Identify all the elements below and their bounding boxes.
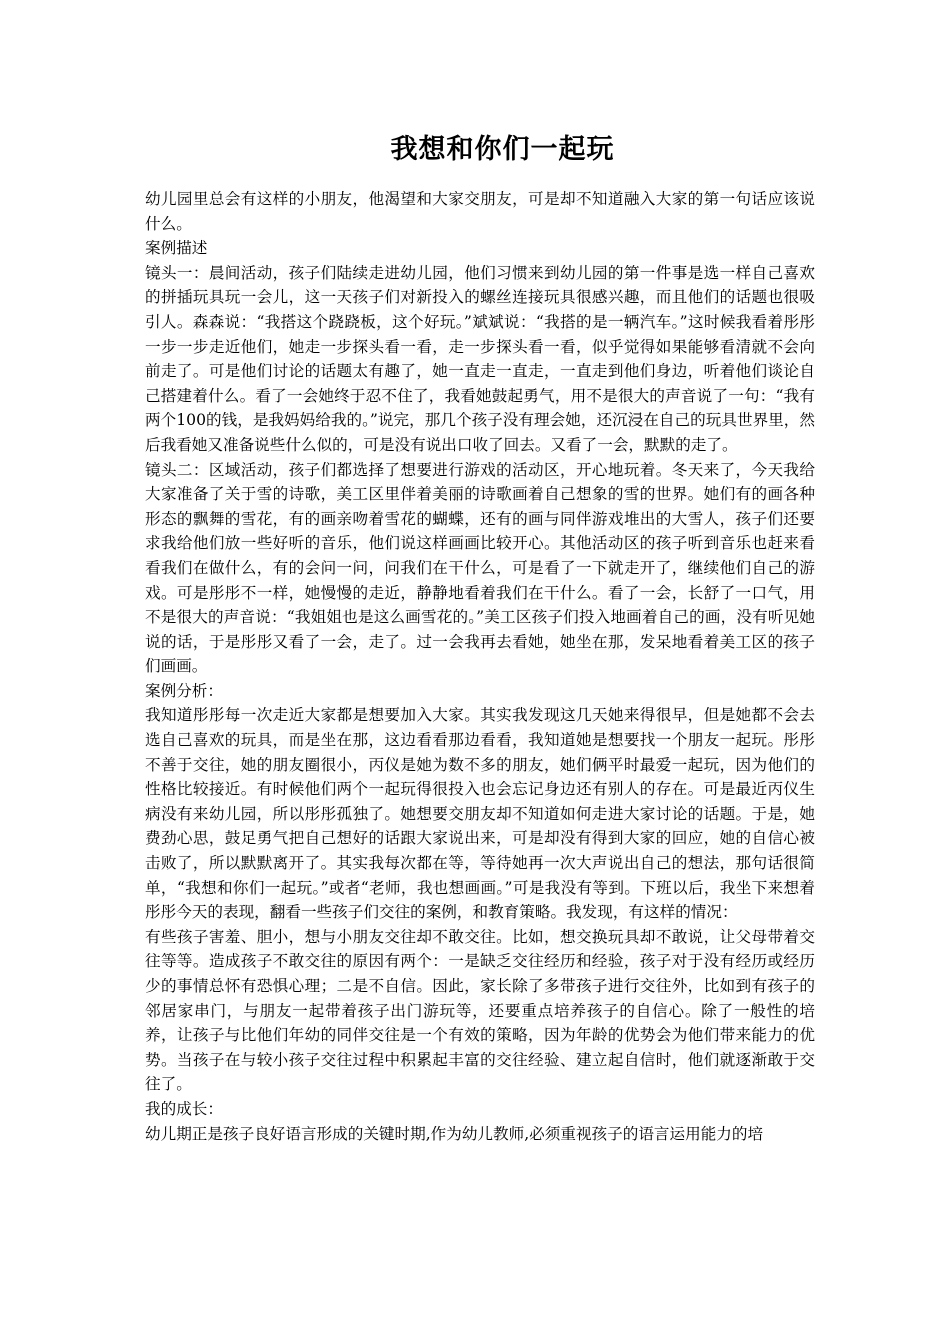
strategy-paragraph: 有些孩子害羞、胆小，想与小朋友交往却不敢交往。比如，想交换玩具却不敢说，让父母带着交往等等。造成孩子不敢交往的原因有两个：一是缺乏交往经历和经验，孩子对于没有经历或经历少的事情总怀有恐惧心理；二是不自信。因此，家长除了多带孩子进行交往外，比如到有孩子的邻居家串门，与朋友一起带着孩子出门游玩等，还要重点培养孩子的自信心。除了一般性的培养，让孩子与比他们年幼的同伴交往是一个有效的策略，因为年龄的优势会为他们带来能力的优势。当孩子在与较小孩子交往过程中积累起丰富的交往经验、建立起自信时，他们就逐渐敢于交往了。 <box>145 927 815 1094</box>
section-heading-my-growth: 我的成长： <box>145 1099 223 1118</box>
scene-one-paragraph: 镜头一：晨间活动，孩子们陆续走进幼儿园，他们习惯来到幼儿园的第一件事是选一样自己喜欢的拼插玩具玩一会儿，这一天孩子们对新投入的螺丝连接玩具很感兴趣，而且他们的话题也很吸引人。森森说：“我搭这个跷跷板，这个好玩。”斌斌说：“我搭的是一辆汽车。”这时候我看着彤彤一步一步走近他们，她走一步探头看一看，走一步探头看一看，似乎觉得如果能够看清就不会向前走了。可是他们讨论的话题太有趣了，她一直走一直走，一直走到他们身边，听着他们谈论自己搭建着什么。看了一会她终于忍不住了，我看她鼓起勇气，用不是很大的声音说了一句：“我有两个100的钱，是我妈妈给我的。”说完，那几个孩子没有理会她，还沉浸在自己的玩具世界里，然后我看她又准备说些什么似的，可是没有说出口收了回去。又看了一会，默默的走了。 <box>145 263 815 454</box>
scene-two-paragraph: 镜头二：区域活动，孩子们都选择了想要进行游戏的活动区，开心地玩着。冬天来了，今天我给大家准备了关于雪的诗歌，美工区里伴着美丽的诗歌画着自己想象的雪的世界。她们有的画各种形态的飘舞的雪花，有的画亲吻着雪花的蝴蝶，还有的画与同伴游戏堆出的大雪人，孩子们还要求我给他们放一些好听的音乐，他们说这样画画比较开心。其他活动区的孩子听到音乐也赶来看看我们在做什么，有的会问一问，问我们在干什么，可是看了一下就走开了，继续他们自己的游戏。可是彤彤不一样，她慢慢的走近，静静地看着我们在干什么。看了一会，长舒了一口气，用不是很大的声音说：“我姐姐也是这么画雪花的。”美工区孩子们投入地画着自己的画，没有听见她说的话，于是彤彤又看了一会，走了。过一会我再去看她，她坐在那，发呆地看着美工区的孩子们画画。 <box>145 460 815 676</box>
document-body <box>145 187 815 1146</box>
section-heading-case-description: 案例描述 <box>145 239 208 258</box>
analysis-paragraph: 我知道彤彤每一次走近大家都是想要加入大家。其实我发现这几天她来得很早，但是她都不会去选自己喜欢的玩具，而是坐在那，这边看看那边看看，我知道她是想要找一个朋友一起玩。彤彤不善于交往，她的朋友圈很小，丙仪是她为数不多的朋友，她们俩平时最爱一起玩，因为他们的性格比较接近。有时候他们两个一起玩得很投入也会忘记身边还有别人的存在。可是最近丙仪生病没有来幼儿园，所以彤彤孤独了。她想要交朋友却不知道如何走进大家讨论的话题。于是，她费劲心思，鼓足勇气把自己想好的话跟大家说出来，可是却没有得到大家的回应，她的自信心被击败了，所以默默离开了。其实我每次都在等，等待她再一次大声说出自己的想法，那句话很简单，“我想和你们一起玩。”或者“老师，我也想画画。”可是我没有等到。下班以后，我坐下来想着彤彤今天的表现，翻看一些孩子们交往的案例，和教育策略。我发现，有这样的情况： <box>145 706 815 922</box>
intro-paragraph: 幼儿园里总会有这样的小朋友，他渴望和大家交朋友，可是却不知道融入大家的第一句话应该说什么。 <box>145 190 815 233</box>
document-title: 我想和你们一起玩 <box>390 134 615 165</box>
section-heading-case-analysis: 案例分析： <box>145 681 223 700</box>
growth-paragraph: 幼儿期正是孩子良好语言形成的关键时期,作为幼儿教师,必须重视孩子的语言运用能力的培 <box>145 1124 764 1143</box>
